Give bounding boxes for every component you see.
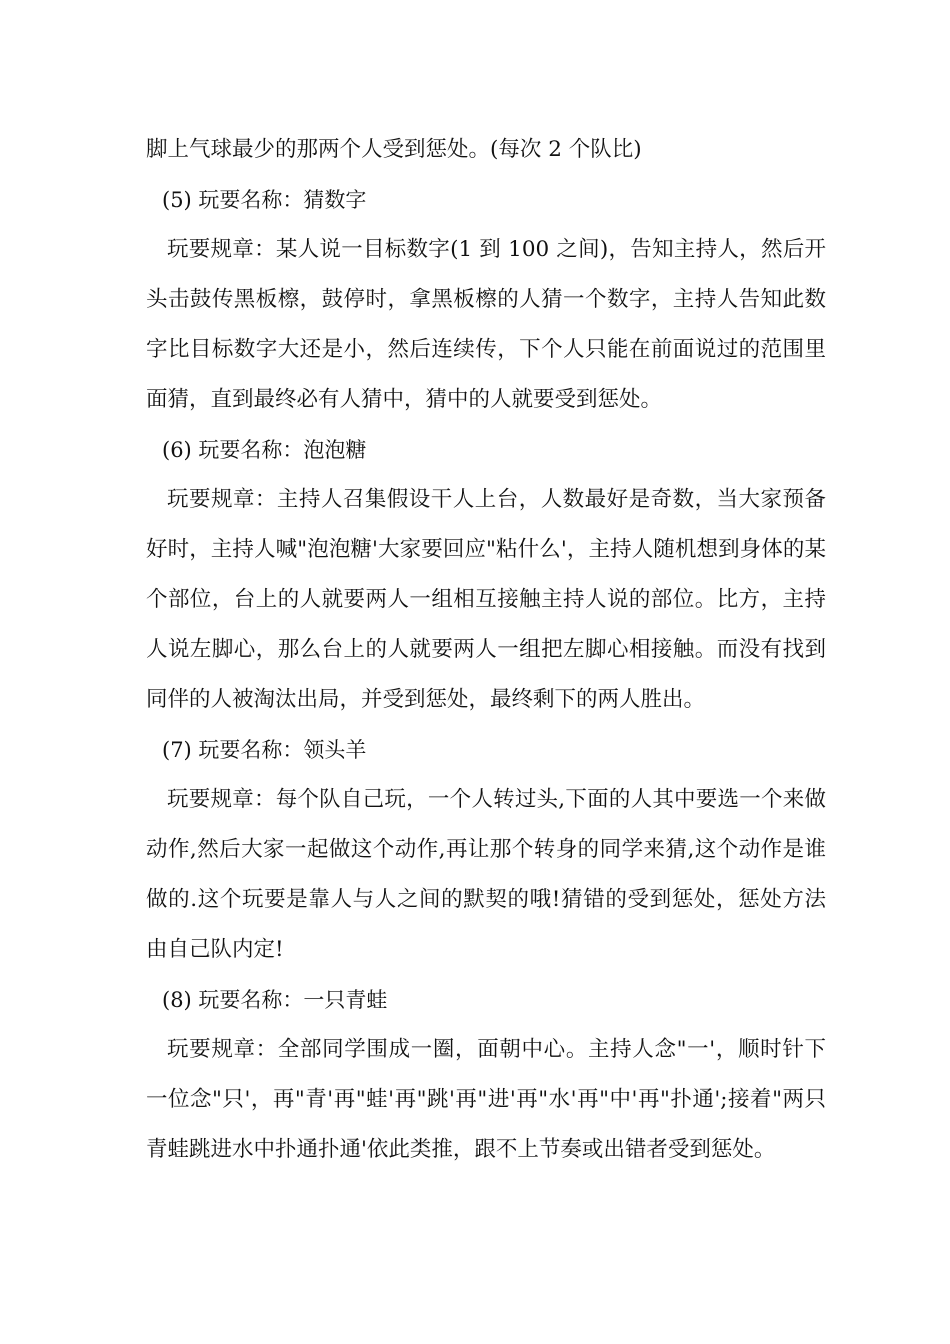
game-heading-8: (8) 玩要名称：一只青蛙	[162, 988, 388, 1012]
game-rules-6: 玩要规章：主持人召集假设干人上台，人数最好是奇数，当大家预备好时，主持人喊"泡泡糖'大家要回应"粘什么'，主持人随机想到身体的某个部位，台上的人就要两人一组相互接触主持人说的部位。比方，主持人说左脚心，那么台上的人就要两人一组把左脚心相接触。而没有找到同伴的人被淘汰出局，并受到惩处，最终剩下的两人胜出。	[146, 487, 826, 712]
game-rules-7: 玩要规章：每个队自己玩，一个人转过头,下面的人其中要选一个来做动作,然后大家一起做这个动作,再让那个转身的同学来猜,这个动作是谁做的.这个玩要是靠人与人之间的默契的哦!猜错的受到惩处，惩处方法由自己队内定!	[146, 787, 826, 962]
game-heading-5: (5) 玩要名称：猜数字	[162, 188, 367, 212]
game-rules-8: 玩要规章：全部同学围成一圈，面朝中心。主持人念"一'，顺时针下一位念"只'，再"青'再"蛙'再"跳'再"进'再"水'再"中'再"扑通';接着"两只青蛙跳进水中扑通扑通'依此类推，跟不上节奏或出错者受到惩处。	[146, 1037, 826, 1162]
game-heading-6: (6) 玩要名称：泡泡糖	[162, 438, 367, 462]
game-heading-7: (7) 玩要名称：领头羊	[162, 738, 367, 762]
document-body	[146, 125, 826, 1175]
game-rules-5: 玩要规章：某人说一目标数字(1 到 100 之间)，告知主持人，然后开头击鼓传黑板檫，鼓停时，拿黑板檫的人猜一个数字，主持人告知此数字比目标数字大还是小，然后连续传，下个人只能在前面说过的范围里面猜，直到最终必有人猜中，猜中的人就要受到惩处。	[146, 237, 826, 412]
body-paragraph: 脚上气球最少的那两个人受到惩处。(每次 2 个队比)	[146, 137, 642, 162]
